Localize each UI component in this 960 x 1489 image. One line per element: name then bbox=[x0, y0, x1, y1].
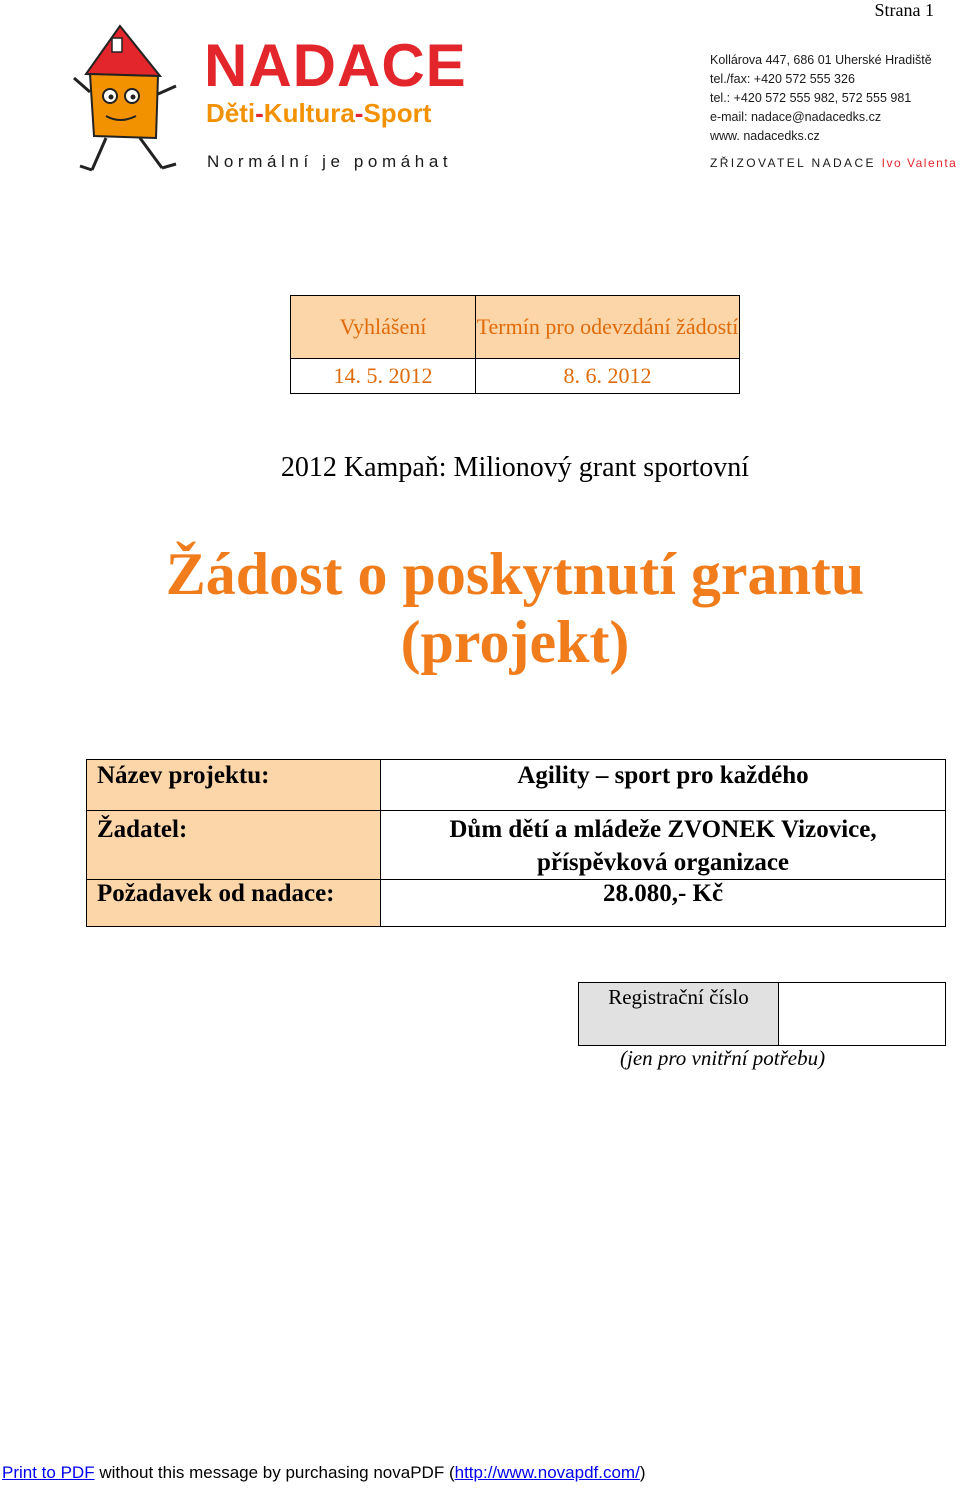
pdf-footer: Print to PDF without this message by purchasing novaPDF (http://www.novapdf.com/) bbox=[2, 1463, 646, 1482]
registration-box bbox=[578, 982, 946, 1046]
contact-email: e-mail: nadace@nadacedks.cz bbox=[710, 110, 882, 124]
brand-subtitle: Děti-Kultura-Sport bbox=[206, 98, 432, 128]
project-name-label: Název projektu: bbox=[87, 760, 381, 811]
print-to-pdf-link[interactable]: Print to PDF bbox=[2, 1463, 95, 1482]
deadline-value: 8. 6. 2012 bbox=[476, 359, 740, 394]
announce-label: Vyhlášení bbox=[291, 296, 476, 359]
applicant-value: Dům dětí a mládeže ZVONEK Vizovice, příspěvková organizace bbox=[381, 811, 946, 880]
dates-table bbox=[290, 295, 740, 394]
registration-note: (jen pro vnitřní potřebu) bbox=[620, 1046, 826, 1070]
founder-line: ZŘIZOVATEL NADACE Ivo Valenta bbox=[710, 156, 958, 170]
project-info-table bbox=[86, 759, 946, 927]
contact-fax: tel./fax: +420 572 555 326 bbox=[710, 72, 855, 86]
applicant-label: Žadatel: bbox=[87, 811, 381, 880]
project-name-value: Agility – sport pro každého bbox=[381, 760, 946, 811]
campaign-heading: 2012 Kampaň: Milionový grant sportovní bbox=[280, 452, 750, 483]
contact-phone: tel.: +420 572 555 982, 572 555 981 bbox=[710, 91, 912, 105]
contact-address: Kollárova 447, 686 01 Uherské Hradiště bbox=[710, 53, 932, 67]
novapdf-link[interactable]: http://www.novapdf.com/ bbox=[454, 1463, 640, 1482]
brand-slogan: Normální je pomáhat bbox=[207, 152, 453, 171]
registration-label: Registrační číslo bbox=[579, 983, 779, 1045]
announce-value: 14. 5. 2012 bbox=[291, 359, 476, 394]
page-title: Žádost o poskytnutí grantu (projekt) bbox=[165, 541, 865, 675]
contact-block bbox=[710, 51, 932, 146]
deadline-label: Termín pro odevzdání žádostí bbox=[476, 296, 740, 359]
request-value: 28.080,- Kč bbox=[381, 880, 946, 927]
contact-web: www. nadacedks.cz bbox=[710, 129, 820, 143]
brand-name: NADACE bbox=[204, 32, 467, 99]
request-label: Požadavek od nadace: bbox=[87, 880, 381, 927]
mascot-house-logo bbox=[72, 20, 182, 180]
page-number: Strana 1 bbox=[874, 0, 934, 20]
